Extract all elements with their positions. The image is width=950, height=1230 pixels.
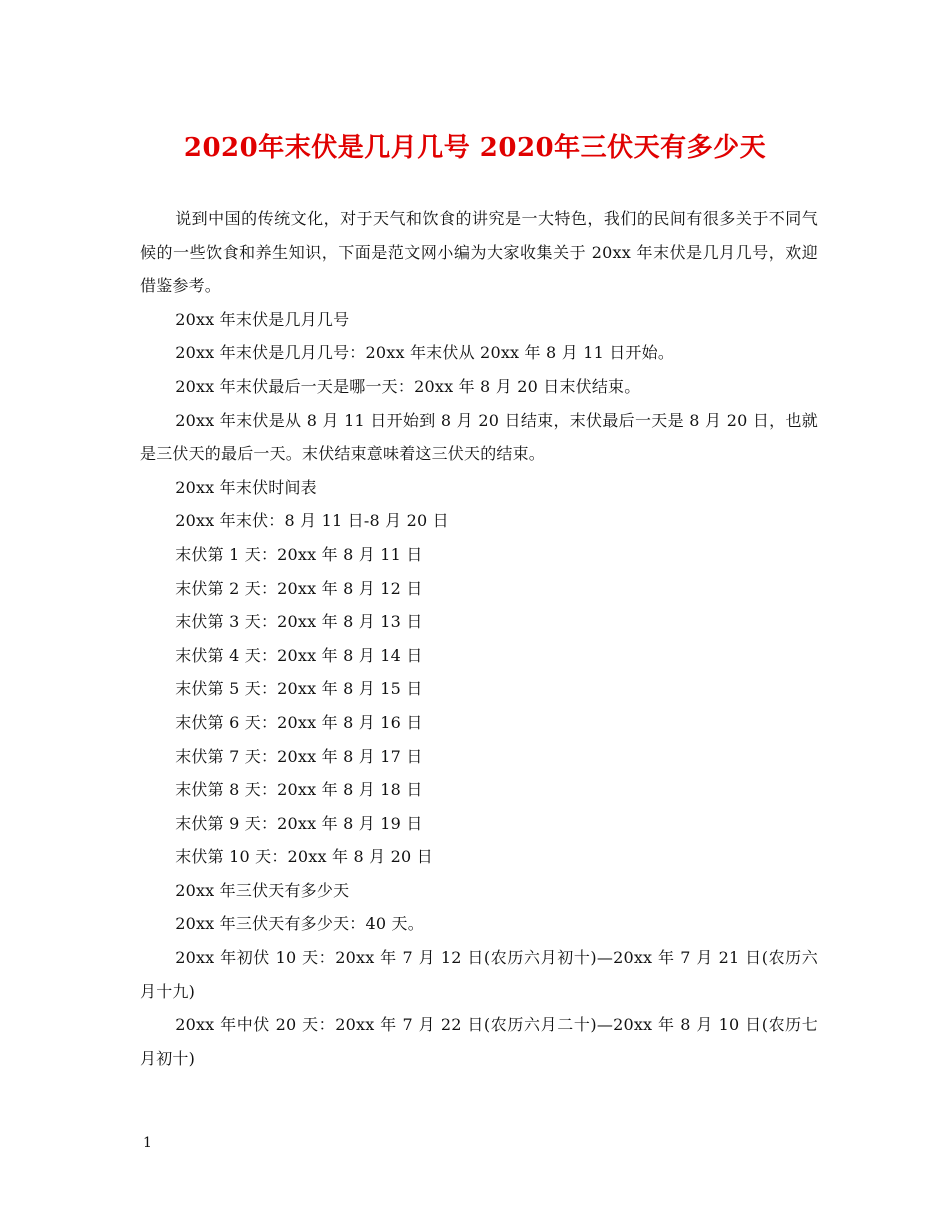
schedule-item: 末伏第 2 天：20xx 年 8 月 12 日 bbox=[175, 578, 423, 598]
schedule-item: 末伏第 6 天：20xx 年 8 月 16 日 bbox=[175, 712, 423, 732]
paragraph-mofu-end: 20xx 年末伏最后一天是哪一天：20xx 年 8 月 20 日末伏结束。 bbox=[175, 376, 641, 396]
paragraph-heading-schedule: 20xx 年末伏时间表 bbox=[175, 477, 317, 497]
schedule-item: 末伏第 7 天：20xx 年 8 月 17 日 bbox=[175, 746, 423, 766]
schedule-item: 末伏第 4 天：20xx 年 8 月 14 日 bbox=[175, 645, 423, 665]
paragraph-sanfu-total: 20xx 年三伏天有多少天：40 天。 bbox=[175, 914, 424, 934]
schedule-item: 末伏第 1 天：20xx 年 8 月 11 日 bbox=[175, 544, 423, 564]
paragraph-intro: 说到中国的传统文化，对于天气和饮食的讲究是一大特色，我们的民间有很多关于不同气候的一些饮食和养生知识，下面是范文网小编为大家收集关于 20xx 年末伏是几月几号，欢迎借鉴参考。 bbox=[140, 209, 818, 296]
page-number: 1 bbox=[143, 1135, 152, 1151]
paragraph-heading-sanfu-days: 20xx 年三伏天有多少天 bbox=[175, 880, 350, 900]
paragraph-zhongfu: 20xx 年中伏 20 天：20xx 年 7 月 22 日(农历六月二十)—20xx 年 8 月 10 日(农历七月初十) bbox=[140, 1015, 818, 1068]
paragraph-heading-mofu-date: 20xx 年末伏是几月几号 bbox=[175, 309, 350, 329]
paragraph-mofu-summary: 20xx 年末伏是从 8 月 11 日开始到 8 月 20 日结束，末伏最后一天是 8 月 20 日，也就是三伏天的最后一天。末伏结束意味着这三伏天的结束。 bbox=[140, 410, 818, 464]
paragraph-chufu: 20xx 年初伏 10 天：20xx 年 7 月 12 日(农历六月初十)—20xx 年 7 月 21 日(农历六月十九) bbox=[140, 948, 818, 1001]
paragraph-schedule-range: 20xx 年末伏：8 月 11 日-8 月 20 日 bbox=[175, 511, 449, 531]
schedule-item: 末伏第 8 天：20xx 年 8 月 18 日 bbox=[175, 780, 423, 800]
document-body bbox=[140, 202, 818, 1075]
schedule-item: 末伏第 3 天：20xx 年 8 月 13 日 bbox=[175, 612, 423, 632]
document-title: 2020年末伏是几月几号 2020年三伏天有多少天 bbox=[183, 133, 767, 163]
schedule-item: 末伏第 10 天：20xx 年 8 月 20 日 bbox=[175, 847, 433, 867]
schedule-item: 末伏第 5 天：20xx 年 8 月 15 日 bbox=[175, 679, 423, 699]
schedule-item: 末伏第 9 天：20xx 年 8 月 19 日 bbox=[175, 813, 423, 833]
paragraph-mofu-start: 20xx 年末伏是几月几号：20xx 年末伏从 20xx 年 8 月 11 日开始。 bbox=[175, 343, 675, 363]
